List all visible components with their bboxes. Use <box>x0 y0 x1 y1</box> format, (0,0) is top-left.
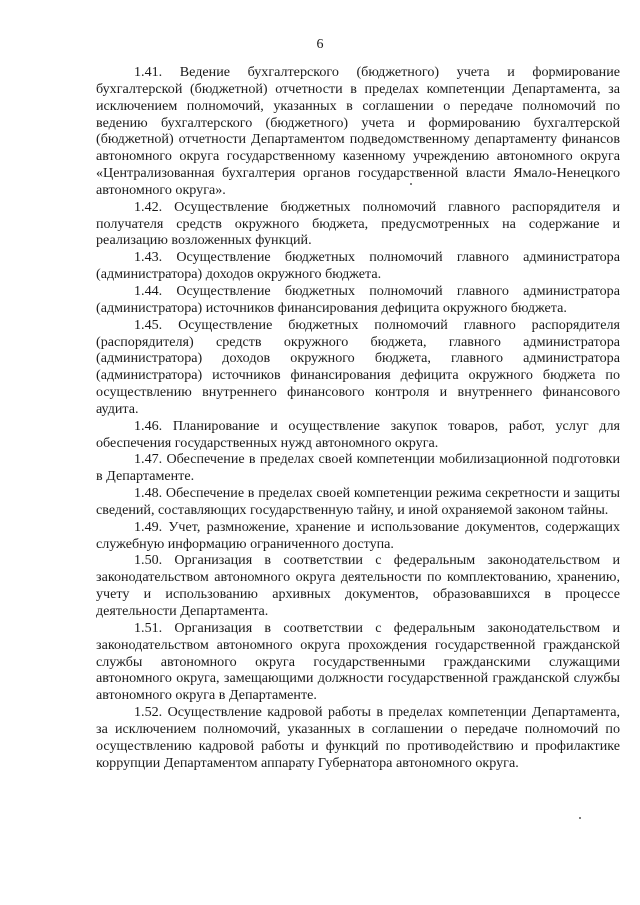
paragraph-1-48: 1.48. Обеспечение в пределах своей компетенции режима секретности и защиты сведений, составляющих государственную тайну, и иной охраняемой законом тайны. <box>96 485 620 518</box>
document-body <box>96 64 620 771</box>
page-number: 6 <box>316 37 324 52</box>
scan-speck <box>579 817 581 819</box>
paragraph-1-42: 1.42. Осуществление бюджетных полномочий главного распорядителя и получателя средств окружного бюджета, предусмотренных на содержание и реализацию возложенных функций. <box>96 198 620 249</box>
paragraph-1-44: 1.44. Осуществление бюджетных полномочий главного администратора (администратора) источников финансирования дефицита окружного бюджета. <box>96 282 620 316</box>
paragraph-1-41: 1.41. Ведение бухгалтерского (бюджетного) учета и формирование бухгалтерской (бюджетной) отчетности в пределах компетенции Департамента, за исключением полномочий, указанных в соглашении о передаче полномочий по ведению бухгалтерского (бюджетного) учета и формированию бухгалтерской (бюджетной) отчетности Департаментом подведомственному департаменту финансов автономного округа государственному казенному учреждению автономного округа «Централизованная бухгалтерия органов государственной власти Ямало-Ненецкого автономного округа». <box>96 64 620 198</box>
paragraph-1-52: 1.52. Осуществление кадровой работы в пределах компетенции Департамента, за исключением полномочий, указанных в соглашении о передаче полномочий по осуществлению кадровой работы и функций по противодействию и профилактике коррупции Департаментом аппарату Губернатора автономного округа. <box>96 704 620 771</box>
paragraph-1-43: 1.43. Осуществление бюджетных полномочий главного администратора (администратора) доходов окружного бюджета. <box>96 249 620 283</box>
paragraph-1-49: 1.49. Учет, размножение, хранение и использование документов, содержащих служебную информацию ограниченного доступа. <box>96 518 620 552</box>
paragraph-1-50: 1.50. Организация в соответствии с федеральным законодательством и законодательством автономного округа деятельности по комплектованию, хранению, учету и использованию архивных документов, образовавшихся в процессе деятельности Департамента. <box>96 552 620 619</box>
paragraph-1-46: 1.46. Планирование и осуществление закупок товаров, работ, услуг для обеспечения государственных нужд автономного округа. <box>96 417 620 451</box>
paragraph-1-47: 1.47. Обеспечение в пределах своей компетенции мобилизационной подготовки в Департаменте. <box>96 451 620 485</box>
paragraph-1-45: 1.45. Осуществление бюджетных полномочий главного распорядителя (распорядителя) средств окружного бюджета, главного администратора (администратора) доходов окружного бюджета, главного администратора (администратора) источников финансирования дефицита окружного бюджета по осуществлению внутреннего финансового контроля и внутреннего финансового аудита. <box>96 316 620 417</box>
paragraph-1-51: 1.51. Организация в соответствии с федеральным законодательством и законодательством автономного округа прохождения государственной гражданской службы автономного округа государственными гражданскими служащими автономного округа, замещающими должности государственной гражданской службы автономного округа в Департаменте. <box>96 619 620 704</box>
scan-speck <box>410 183 412 185</box>
